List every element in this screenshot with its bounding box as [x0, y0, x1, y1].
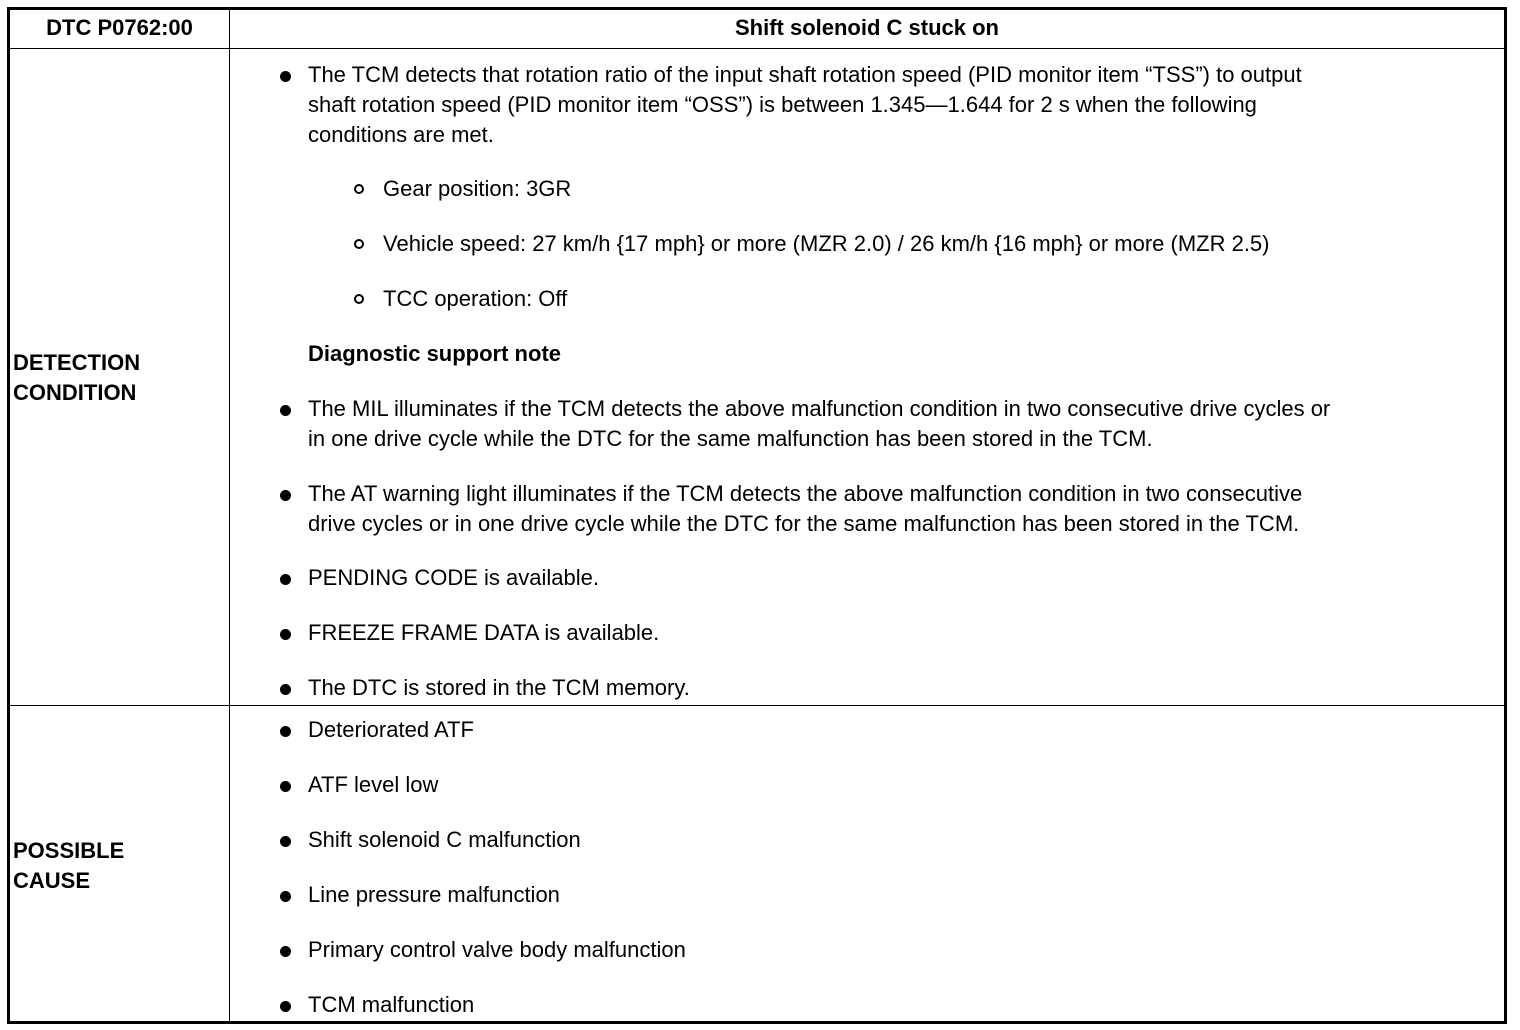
section-row-divider: [10, 705, 1504, 706]
cause-item: Line pressure malfunction: [308, 882, 560, 907]
possible-cause-label-line2: CAUSE: [13, 868, 91, 893]
detection-label-line2: CONDITION: [13, 380, 137, 405]
cause-item: Shift solenoid C malfunction: [308, 827, 581, 852]
bullet-icon: [280, 684, 291, 695]
bullet-icon: [280, 781, 291, 792]
dtc-code: DTC P0762:00: [46, 15, 193, 40]
cause-item: Primary control valve body malfunction: [308, 937, 686, 962]
header-row-divider: [10, 48, 1504, 49]
bullet-icon: [280, 490, 291, 501]
column-divider: [229, 10, 230, 1021]
detection-item-5: FREEZE FRAME DATA is available.: [308, 620, 660, 645]
hollow-bullet-icon: [354, 294, 364, 304]
bullet-icon: [280, 946, 291, 957]
dtc-title: Shift solenoid C stuck on: [734, 15, 999, 40]
detection-item-1-line1: The TCM detects that rotation ratio of the input shaft rotation speed (PID monitor item “TSS”) to output: [308, 62, 1302, 87]
hollow-bullet-icon: [354, 184, 364, 194]
detection-item-1-line3: conditions are met.: [308, 122, 494, 147]
detection-sub-item: Gear position: 3GR: [383, 176, 572, 201]
bullet-icon: [280, 836, 291, 847]
detection-item-2-line1: The MIL illuminates if the TCM detects the above malfunction condition in two consecutive drive cycles or: [308, 396, 1331, 421]
bullet-icon: [280, 726, 291, 737]
detection-item-3-line2: drive cycles or in one drive cycle while the DTC for the same malfunction has been stored in the TCM.: [308, 511, 1300, 536]
bullet-icon: [280, 891, 291, 902]
detection-sub-item: TCC operation: Off: [383, 286, 568, 311]
possible-cause-label-line1: POSSIBLE: [13, 838, 125, 863]
dtc-table: [7, 7, 1507, 1024]
detection-item-4: PENDING CODE is available.: [308, 565, 599, 590]
bullet-icon: [280, 405, 291, 416]
detection-item-2-line2: in one drive cycle while the DTC for the same malfunction has been stored in the TCM.: [308, 426, 1153, 451]
detection-item-6: The DTC is stored in the TCM memory.: [308, 675, 690, 700]
detection-sub-item: Vehicle speed: 27 km/h {17 mph} or more (MZR 2.0) / 26 km/h {16 mph} or more (MZR 2.5): [383, 231, 1270, 256]
cause-item: Deteriorated ATF: [308, 717, 474, 742]
bullet-icon: [280, 1001, 291, 1012]
detection-item-1-line2: shaft rotation speed (PID monitor item “OSS”) is between 1.345—1.644 for 2 s when the following: [308, 92, 1257, 117]
cause-item: TCM malfunction: [308, 992, 475, 1017]
hollow-bullet-icon: [354, 239, 364, 249]
bullet-icon: [280, 574, 291, 585]
detection-item-3-line1: The AT warning light illuminates if the TCM detects the above malfunction condition in two consecutive: [308, 481, 1303, 506]
cause-item: ATF level low: [308, 772, 439, 797]
bullet-icon: [280, 71, 291, 82]
support-note-heading: Diagnostic support note: [308, 341, 561, 366]
detection-label-line1: DETECTION: [13, 350, 141, 375]
bullet-icon: [280, 629, 291, 640]
